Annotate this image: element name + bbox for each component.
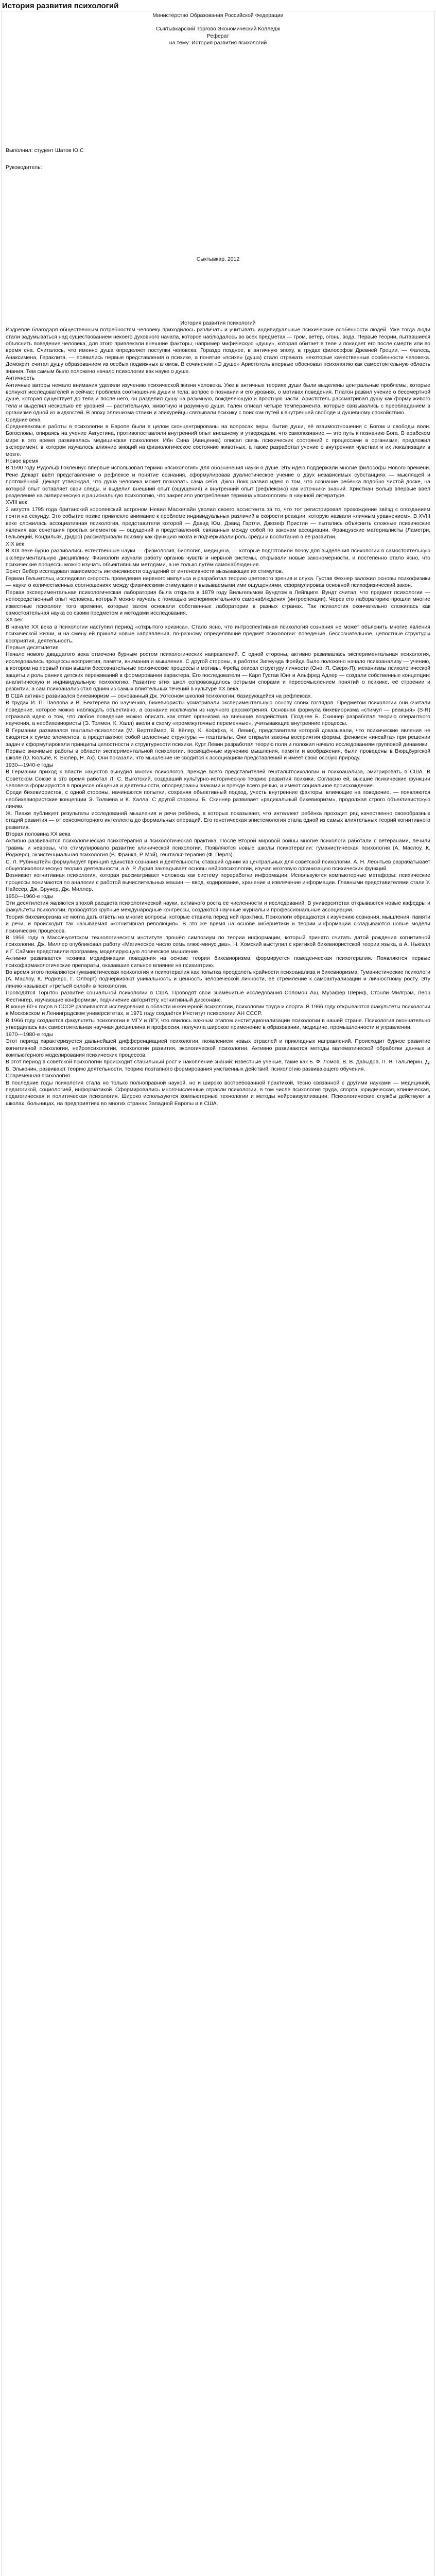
paragraph: Во время этого появляются гуманистическая психология и психотерапия как попытка преодолеть крайности психоанализа и бихевиоризма. Гуманистические психологи (А. Маслоу, К. Роджерс, Г. Олпорт) подчёркивают уникальность и ценность человеческой личности, её стремление к самоактуализации и личностному росту. Эту линию называют «третьей силой» в психологии. (6, 969, 430, 989)
paragraph: В трудах И. П. Павлова и В. Бехтерева по научению, бихевиористы усматривали экспериментальную основу своих взглядов. Предметом психологии они считали поведение, которое можно наблюдать объективно, а сознание исключали из научного рассмотрения. Основная формула бихевиоризма «стимул — реакция» (S-R) отражала идею о том, что любое поведение можно описать как ответ организма на внешние воздействия. Позднее Б. Скиннер разработал теорию оперантного научения, а необихевиористы (Э. Толмен, К. Халл) ввели в схему «промежуточные переменные», учитывающие внутренние процессы. (6, 700, 430, 727)
paragraph: Проводятся Торнтон развитие социальной психологии в США. Проводят свои знаменитые исследования Соломон Аш, Музафер Шериф, Стэнли Милгрэм, Леон Фестингер, изучающие конформизм, подчинение авторитету, когнитивный диссонанс. (6, 990, 430, 1003)
paragraph: В XIX веке бурно развивались естественные науки — физиология, биология, медицина, — которые подготовили почву для выделения психологии в самостоятельную экспериментальную дисциплину. Физиологи изучали работу органов чувств и нервной системы, открывали новые закономерности, и постепенно стало ясно, что психические процессы можно изучать объективными методами, а не только путём самонаблюдения. (6, 548, 430, 568)
paragraph: Этот период характеризуется дальнейшей дифференциацией психологии, появлением новых отраслей и прикладных направлений. Происходит бурное развитие когнитивной психологии, нейропсихологии, психологии развития, экологической психологии. Активно развиваются методы математической обработки данных и компьютерного моделирования психических процессов. (6, 1038, 430, 1058)
paragraph: Эти десятилетия являются эпохой расцвета психологической науки, активного роста ее численности и исследований. В университетах открываются новые кафедры и факультеты психологии, проводятся крупные международные конгрессы, создаются научные журналы и профессиональные ассоциации. (6, 900, 430, 913)
paragraph: 2 августа 1795 года британский королевский астроном Невил Маскелайн уволил своего ассистента за то, что тот регистрировал прохождение звёзд с опозданием почти на секунду. Это событие позже привлекло внимание к проблеме индивидуальных различий в скорости реакции, которую назвали «личным уравнением». В XVIII веке сложилась ассоциативная психология, представители которой — Давид Юм, Дэвид Гартли, Джозеф Пристли — пытались объяснить сложные психические явления как сочетания простых элементов — ощущений и представлений, связанных между собой по законам ассоциации. Французские материалисты (Ламетри, Гельвеций, Кондильяк, Дидро) рассматривали психику как функцию мозга и подчёркивали роль среды и воспитания в её развитии. (6, 506, 430, 540)
section-heading: XIX век (6, 540, 24, 547)
document-frame (2, 11, 434, 2576)
paragraph: Активно развивается техника модификации поведения на основе теории бихевиоризма, формируется поведенческая психотерапия. Появляются первые психофармакологические препараты, оказавшие сильное влияние на психиатрию. (6, 955, 430, 969)
paragraph: С. Л. Рубинштейн формулирует принцип единства сознания и деятельности, ставший одним из центральных для советской психологии. А. Н. Леонтьев разрабатывает общепсихологическую теорию деятельности, а А. Р. Лурия закладывает основы нейропсихологии, изучая мозговую организацию психических функций. (6, 858, 430, 872)
page-title: История развития психологий (2, 2, 119, 10)
doc-type-line: Реферат (206, 32, 230, 39)
section-heading: Средние века (6, 416, 41, 423)
paragraph: В конце 60-х годов в СССР развиваются исследования в области инженерной психологии, психологии труда и спорта. В 1966 году открываются факультеты психологии в Московском и Ленинградском университетах, в 1971 году создаётся Институт психологии АН СССР. (6, 1004, 430, 1017)
paragraph: Эрнст Вебер исследовал зависимость интенсивности ощущений от интенсивности вызывающих их стимулов. (6, 568, 284, 575)
essay-body (6, 327, 430, 1107)
paragraph: Ж. Пиаже публикует результаты исследований мышления и речи ребёнка, в которых показывает, что интеллект ребёнка проходит ряд качественно своеобразных стадий развития — от сенсомоторного интеллекта до формальных операций. Его генетическая эпистемология стала одной из самых влиятельных теорий когнитивного развития. (6, 810, 430, 831)
essay-heading: История развития психологий (180, 319, 256, 326)
section-heading: Первые десятилетия (6, 644, 59, 651)
paragraph: Активно развиваются психологическая психотерапия и психологическая практика. После Второй мировой войны многие психологи работали с ветеранами, лечили травмы и неврозы, что стимулировало развитие клинической психологии. Появляются новые школы психотерапии: гуманистическая психология (А. Маслоу, К. Роджерс), экзистенциальная психология (В. Франкл, Р. Мэй), гештальт-терапия (Ф. Перлз). (6, 838, 430, 858)
paragraph: Издревле благодаря общественным потребностям человеку приходилось различать и учитывать индивидуальные психические особенности людей. Уже тогда люди стали задумываться над существованием некоего духовного начала, которое наблюдалось во всех предметах — гром, ветер, огонь, вода. Первые теории, пытавшиеся объяснить поведение человека, для этого привлекали внешние факторы, например мифическую «душу», которая обитает в теле и покидает его после смерти или во время сна. Считалось, что именно душа определяет поступки человека. Гораздо позднее, в античную эпоху, в трудах философов Древней Греции, — Фалеса, Анаксимена, Гераклита, — появились первые представления о психике, а понятие «психе» (душа) стало отражать некоторые качественные особенности человека. Демокрит считал душу образованием из особых подвижных атомов. В сочинении «О душе» Аристотель впервые обосновал психологию как самостоятельную область знания. Тем самым было положено начало психологии как науке о душе. (6, 327, 430, 375)
paragraph: Возникает когнитивная психология, которая рассматривает человека как систему переработки информации. Используются компьютерные метафоры: психические процессы понимаются по аналогии с работой вычислительных машин — ввод, кодирование, хранение и извлечение информации. Главными представителями стали У. Найссер, Дж. Брунер, Дж. Миллер. (6, 872, 430, 893)
paragraph: Первая экспериментальная психологическая лаборатория была открыта в 1879 году Вильгельмом Вундтом в Лейпциге. Вундт считал, что предмет психологии — непосредственный опыт человека, который можно изучать с помощью экспериментального самонаблюдения (интроспекции). Через его лабораторию прошли многие известные психологи того времени, которые затем основали собственные лаборатории в разных странах. Так психология окончательно сложилась как самостоятельная наука со своим предметом и методами исследования. (6, 589, 430, 616)
paragraph: Средневековые работы в психологии в Европе были в целом сконцентрированы на вопросах веры, бытия души, её взаимоотношения с Богом и свободы воли. Богословы, опираясь на учение Августина, противопоставляли внутренний опыт внешнему и утверждали, что самопознание — это путь к познанию Бога. В арабском мире в это время развивалась медицинская психология: Ибн Сина (Авиценна) описал связь психических состояний с процессами в организме, предложил эксперимент, в котором изучалось влияние эмоций на физиологическое состояние животных, а также разработал учение о внутренних чувствах и их локализации в мозге. (6, 423, 430, 457)
paragraph: Начало нового двадцатого века отмечено бурным ростом психологических направлений. С одной стороны, активно развивалась экспериментальная психология, исследовались процессы восприятия, памяти, внимания и мышления. С другой стороны, в работах Зигмунда Фрейда было положено начало психоанализу — учению, в котором на первый план вышли бессознательные психические процессы и мотивы. Фрейд описал структуру личности (Оно, Я, Сверх-Я), механизмы психологической защиты и роль ранних детских переживаний в формировании характера. Его последователи — Карл Густав Юнг и Альфред Адлер — создали собственные концепции: аналитическую и индивидуальную психологию. Развитие этих школ сопровождалось острыми спорами и переосмыслением понятий о психике, её строении и развитии, а сам психоанализ стал одним из самых влиятельных течений в культуре XX века. (6, 651, 430, 692)
paragraph: Среди бихевиористов, с одной стороны, начинаются попытки, сохраняя объективный подход, учесть внутренние факторы, влияющие на поведение, — появляются необихевиористские концепции Э. Толмена и К. Халла. С другой стороны, Б. Скиннер развивает «радикальный бихевиоризм», продолжая строго объективистскую линию. (6, 789, 430, 810)
paragraph: Теория бихевиоризма не могла дать ответы на многие вопросы, которые ставила перед ней практика. Психологи обращаются к изучению сознания, мышления, памяти и речи, и происходит так называемая «когнитивная революция». В это же время на основе кибернетики и теории информации складываются новые модели психических процессов. (6, 913, 430, 934)
section-heading: 1930—1940-е годы (6, 761, 54, 768)
paragraph: В Германии приход к власти нацистов вынудил многих психологов, прежде всего представителей гештальтпсихологии и психоанализа, эмигрировать в США. В Советском Союзе в это время работал Л. С. Выготский, создавший культурно-историческую теорию развития психики. Согласно ей, высшие психические функции человека формируются в процессе общения и деятельности, опосредованы знаками и прежде всего речью, и имеют социальное происхождение. (6, 769, 430, 789)
supervisor-line: Руководитель: (6, 164, 42, 171)
paragraph: В 1966 году создаются факультеты психологии в МГУ и ЛГУ, что явилось важным этапом институционализации психологии в нашей стране. Психология окончательно утвердилась как самостоятельная научная дисциплина и профессия, получила широкое применение в образовании, медицине, промышленности и управлении. (6, 1017, 430, 1031)
paragraph: В 1590 году Рудольф Гоклениус впервые использовал термин «психология» для обозначения науки о душе. Эту идею поддержали многие философы Нового времени. Рене Декарт ввёл представление о рефлексе и понятие сознания, сформулировав дуалистическое учение о двух независимых субстанциях — мыслящей и протяжённой. Декарт утверждал, что душа человека может познавать сама себя. Джон Локк развил идею о том, что сознание ребёнка подобно чистой доске, на которой опыт оставляет свои следы, и выделил внешний опыт (ощущения) и внутренний опыт (рефлексию) как источники знаний. Христиан Вольф впервые ввёл разделение на эмпирическую и рациональную психологию, что закрепило употребление термина «психология» в научной литературе. (6, 465, 430, 499)
paragraph: Герман Гельмгольц исследовал скорость проведения нервного импульса и разработал теорию цветового зрения и слуха. Густав Фехнер заложил основы психофизики — науки о количественных соотношениях между физическими стимулами и вызываемыми ими ощущениями, сформулировав основной психофизический закон. (6, 575, 430, 589)
paragraph: Античные авторы немало внимания уделяли изучению психической жизни человека. Уже в античных теориях души были выделены центральные проблемы, которые волнуют исследователей и сейчас: проблема соотношения души и тела, вопрос о познании и его уровнях, о мотивах поведения. Платон развил учение о бессмертной душе, которая существует до тела и после него, он разделил душу на разумную, вожделеющую и яростную части. Аристотель рассматривал душу как форму живого тела и выделил несколько её уровней — растительную, животную и разумную души. Гален описал четыре темперамента, которые связывались с преобладанием в организме одной из жидкостей. В эпоху эллинизма стоики и эпикурейцы связывали психику с поиском путей к внутренней свободе и душевному спокойствию. (6, 382, 430, 416)
city-year-line: Сыктывкар, 2012 (196, 256, 240, 263)
paragraph: В Германии развивался гештальт-психологии (М. Вертгеймер, В. Кёлер, К. Коффка, К. Левин), представители которой доказывали, что психические явления не сводятся к сумме элементов, а представляют собой целостные структуры — гештальты. Они открыли законы восприятия формы, феномен «инсайта» при решении задач и сформулировали принципы целостности и структурности психики. Курт Левин разработал теорию поля и положил начало исследованиям групповой динамики. (6, 727, 430, 748)
paragraph: В последние годы психология стала но только полноправной наукой, но и широко востребованной практикой, тесно связанной с другими науками — медициной, педагогикой, социологией, информатикой. Сформировались многочисленные отрасли психологии, в том числе психология труда, спорта, юридическая, клиническая, педагогическая и политическая психология. Широко используются компьютерные технологии и методы нейровизуализации. Психологические службы действуют в школах, больницах, на предприятиях во многих странах Западной Европы и в США. (6, 1079, 430, 1107)
section-heading: XX век (6, 617, 23, 623)
paragraph: В США активно развивался бихевиоризм — основанный Дж. Уотсоном школой психологии, базирующейся на рефлексах. (6, 692, 312, 699)
paragraph: В этот период в советской психологии происходит стабильный рост и накопление знаний: известные ученые, такие как Б. Ф. Ломов, В. В. Давыдов, П. Я. Гальперин, Д. Б. Эльконин, развивают теорию деятельности, теорию поэтапного формирования умственных действий, психологию развивающего обучения. (6, 1059, 430, 1072)
paragraph: В начале XX века в психологии наступил период «открытого кризиса». Стало ясно, что интроспективная психология сознания не может объяснить многие явления психической жизни, и на смену ей пришли новые направления, по-разному определявшие предмет психологии: поведение, бессознательное, целостные структуры восприятия, деятельность. (6, 623, 430, 644)
section-heading: XVIII век (6, 499, 27, 506)
section-heading: Вторая половина XX века (6, 831, 71, 837)
section-heading: Современная психология (6, 1073, 70, 1079)
ministry-line: Министерство Образования Российской Федерации (152, 12, 284, 19)
section-heading: 1970—1980-е годы (6, 1031, 54, 1038)
topic-line: на тему: История развития психологий (169, 40, 267, 46)
section-heading: Новое время (6, 457, 39, 464)
section-heading: 1950—1960-е годы (6, 893, 54, 900)
section-heading: Античность (6, 375, 35, 382)
paragraph: Первые значимые работы в области экспериментальной психологии, посвящённые изучению мышления, памяти и воображения, были проведены в Вюрцбургской школе (О. Кюльпе, К. Бюлер, Н. Ах). Они показали, что мышление не сводится к ассоциациям представлений и имеет свою особую природу. (6, 748, 430, 761)
paragraph: В 1956 году в Массачусетском технологическом институте прошёл симпозиум по теории информации, который принято считать датой рождения когнитивной психологии. Дж. Миллер опубликовал работу «Магическое число семь плюс-минус два», Н. Хомский выступил с критикой бихевиористской теории языка, а А. Ньюэлл и Г. Саймон представили программу, моделирующую логическое мышление. (6, 935, 430, 955)
performer-line: Выполнил: студент Шатов Ю.С (6, 147, 84, 154)
document-content (6, 12, 430, 1107)
college-line: Сыктывкарский Торгово Экономический Колледж (155, 26, 281, 32)
